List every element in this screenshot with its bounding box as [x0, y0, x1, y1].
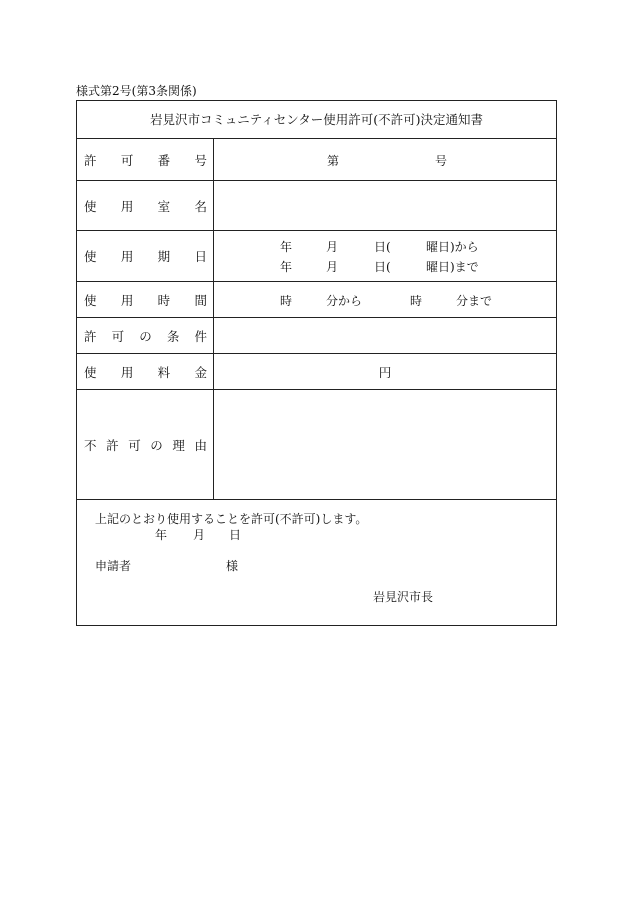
permit-number-suffix: 号 [435, 154, 448, 168]
permit-number-prefix: 第 [327, 154, 340, 168]
usage-time-value: 時 分から 時 分まで [280, 294, 493, 308]
form-number-caption: 様式第2号(第3条関係) [76, 84, 197, 98]
notice-form [76, 100, 557, 626]
permit-number-value [214, 139, 556, 180]
fee-unit: 円 [378, 364, 392, 380]
room-name-label: 使 用 室 名 [77, 181, 214, 230]
denial-reason-value [214, 390, 556, 499]
usage-fee-value [214, 354, 556, 389]
permit-number-row [77, 138, 556, 180]
permit-conditions-label: 許 可 の 条 件 [77, 318, 214, 353]
date-year: 年 [155, 528, 168, 542]
usage-date-row [77, 230, 556, 281]
issuer-name: 岩見沢市長 [373, 590, 434, 604]
usage-fee-row [77, 353, 556, 389]
applicant-label: 申請者 [95, 559, 132, 573]
applicant-honorific: 様 [226, 559, 239, 573]
date-day: 日 [229, 528, 242, 542]
room-name-value [214, 181, 556, 230]
usage-time-row [77, 281, 556, 317]
usage-date-label: 使 用 期 日 [77, 231, 214, 281]
form-title: 岩見沢市コミュニティセンター使用許可(不許可)決定通知書 [149, 112, 483, 127]
approval-footer [77, 499, 556, 625]
permit-number-label: 許 可 番 号 [77, 139, 214, 180]
denial-reason-row [77, 389, 556, 499]
permit-conditions-value [214, 318, 556, 353]
room-name-row [77, 180, 556, 230]
usage-time-label: 使 用 時 間 [77, 282, 214, 317]
permit-conditions-row [77, 317, 556, 353]
usage-date-value: 年 月 日( 曜日)から 年 月 日( 曜日)まで [280, 240, 479, 274]
date-month: 月 [193, 528, 206, 542]
usage-fee-label: 使 用 料 金 [77, 354, 214, 389]
approval-statement: 上記のとおり使用することを許可(不許可)します。 [95, 512, 368, 526]
denial-reason-label: 不 許 可 の 理 由 [77, 390, 214, 499]
